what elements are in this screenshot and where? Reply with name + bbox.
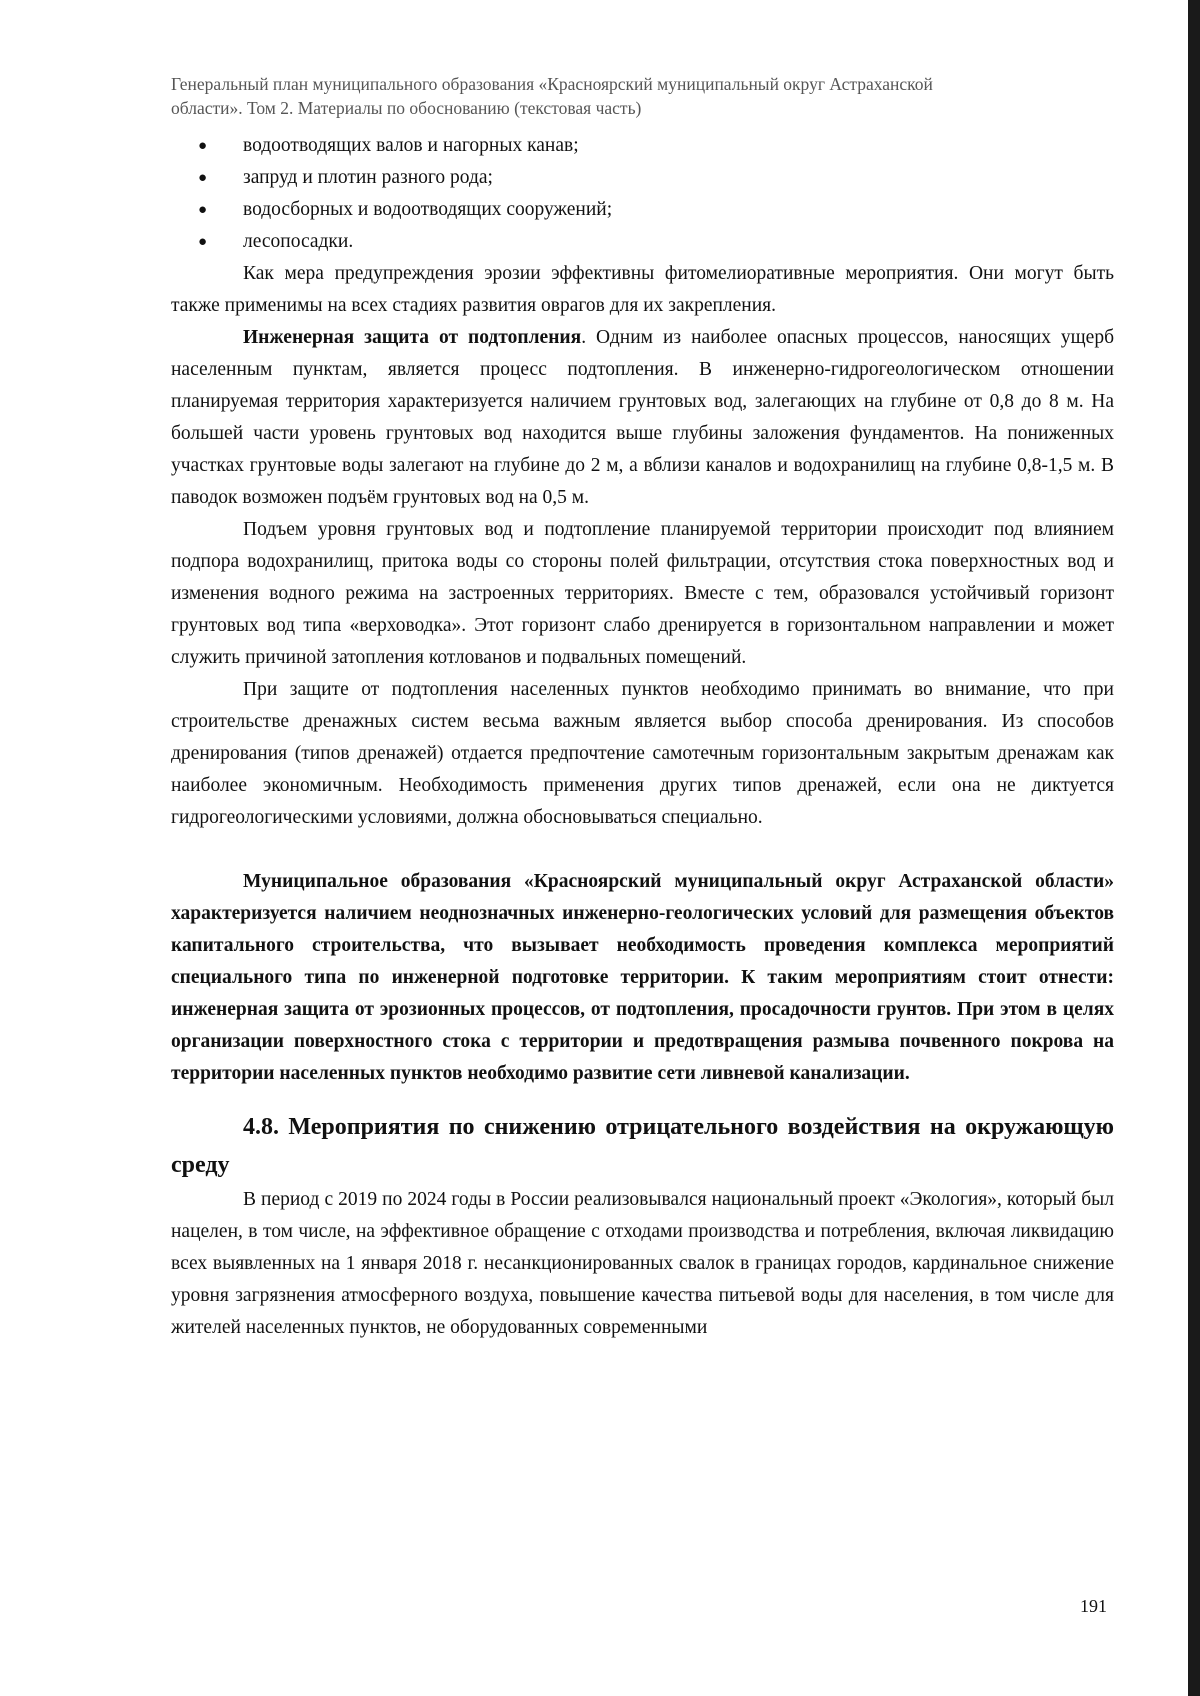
header-line-2: области». Том 2. Материалы по обоснованию (текстовая часть) [171,98,642,118]
paragraph-ecology-project: В период с 2019 по 2024 годы в России реализовывался национальный проект «Экология», который был нацелен, в том числе, на эффективное обращение с отходами производства и потребления, включая ликвидацию всех выявленных на 1 января 2018 г. несанкционированных свалок в границах городов, кардинальное снижение уровня загрязнения атмосферного воздуха, повышение качества питьевой воды для населения, в том числе для жителей населенных пунктов, не оборудованных современными [171,1189,1114,1338]
list-item: ● лесопосадки. [171,226,1114,258]
body-text [171,130,1114,1344]
list-item: ● водосборных и водоотводящих сооружений; [171,194,1114,226]
flood-protection-lead: Инженерная защита от подтопления [243,327,582,348]
page-number: 191 [1080,1596,1107,1616]
paragraph-spacer [171,834,1114,866]
paragraph-summary: Муниципальное образования «Красноярский муниципальный округ Астраханской области» характеризуется наличием неоднозначных инженерно-геологических условий для размещения объектов капитального строительства, что вызывает необходимость проведения комплекса мероприятий специального типа по инженерной подготовке территории. К таким мероприятиям стоит отнести: инженерная защита от эрозионных процессов, от подтопления, просадочности грунтов. При этом в целях организации поверхностного стока с территории и предотвращения размыва почвенного покрова на территории населенных пунктов необходимо развитие сети ливневой канализации. [171,871,1114,1084]
section-number: 4.8. [243,1114,279,1140]
paragraph-phytomelioration: Как мера предупреждения эрозии эффективны фитомелиоративные мероприятия. Они могут быть также применимы на всех стадиях развития оврагов для их закрепления. [171,263,1114,316]
running-header [171,72,1114,120]
paragraph-flood-protection [171,322,1114,514]
list-item: ● запруд и плотин разного рода; [171,162,1114,194]
section-heading [171,1108,1114,1184]
header-line-1: Генеральный план муниципального образования «Красноярский муниципальный округ Астраханской [171,74,933,94]
bullet-list [171,130,1114,258]
paragraph-groundwater-rise: Подъем уровня грунтовых вод и подтопление планируемой территории происходит под влиянием подпора водохранилищ, притока воды со стороны полей фильтрации, отсутствия стока поверхностных вод и изменения водного режима на застроенных территориях. Вместе с тем, образовался устойчивый горизонт грунтовых вод типа «верховодка». Этот горизонт слабо дренируется в горизонтальном направлении и может служить причиной затопления котлованов и подвальных помещений. [171,519,1114,668]
scan-edge [1188,0,1200,1696]
page-content [171,72,1114,1344]
list-item: ● водоотводящих валов и нагорных канав; [171,130,1114,162]
flood-protection-text: . Одним из наиболее опасных процессов, наносящих ущерб населенным пунктам, является процесс подтопления. В инженерно-гидрогеологическом отношении планируемая территория характеризуется наличием грунтовых вод, залегающих на глубине от 0,8 до 8 м. На большей части уровень грунтовых вод находится выше глубины заложения фундаментов. На пониженных участках грунтовые воды залегают на глубине до 2 м, а вблизи каналов и водохранилищ на глубине 0,8-1,5 м. В паводок возможен подъём грунтовых вод на 0,5 м. [171,327,1114,508]
section-title: Мероприятия по снижению отрицательного воздействия на окружающую среду [171,1114,1115,1178]
paragraph-drainage: При защите от подтопления населенных пунктов необходимо принимать во внимание, что при строительстве дренажных систем весьма важным является выбор способа дренирования. Из способов дренирования (типов дренажей) отдается предпочтение самотечным горизонтальным закрытым дренажам как наиболее экономичным. Необходимость применения других типов дренажей, если она не диктуется гидрогеологическими условиями, должна обосновываться специально. [171,679,1114,828]
